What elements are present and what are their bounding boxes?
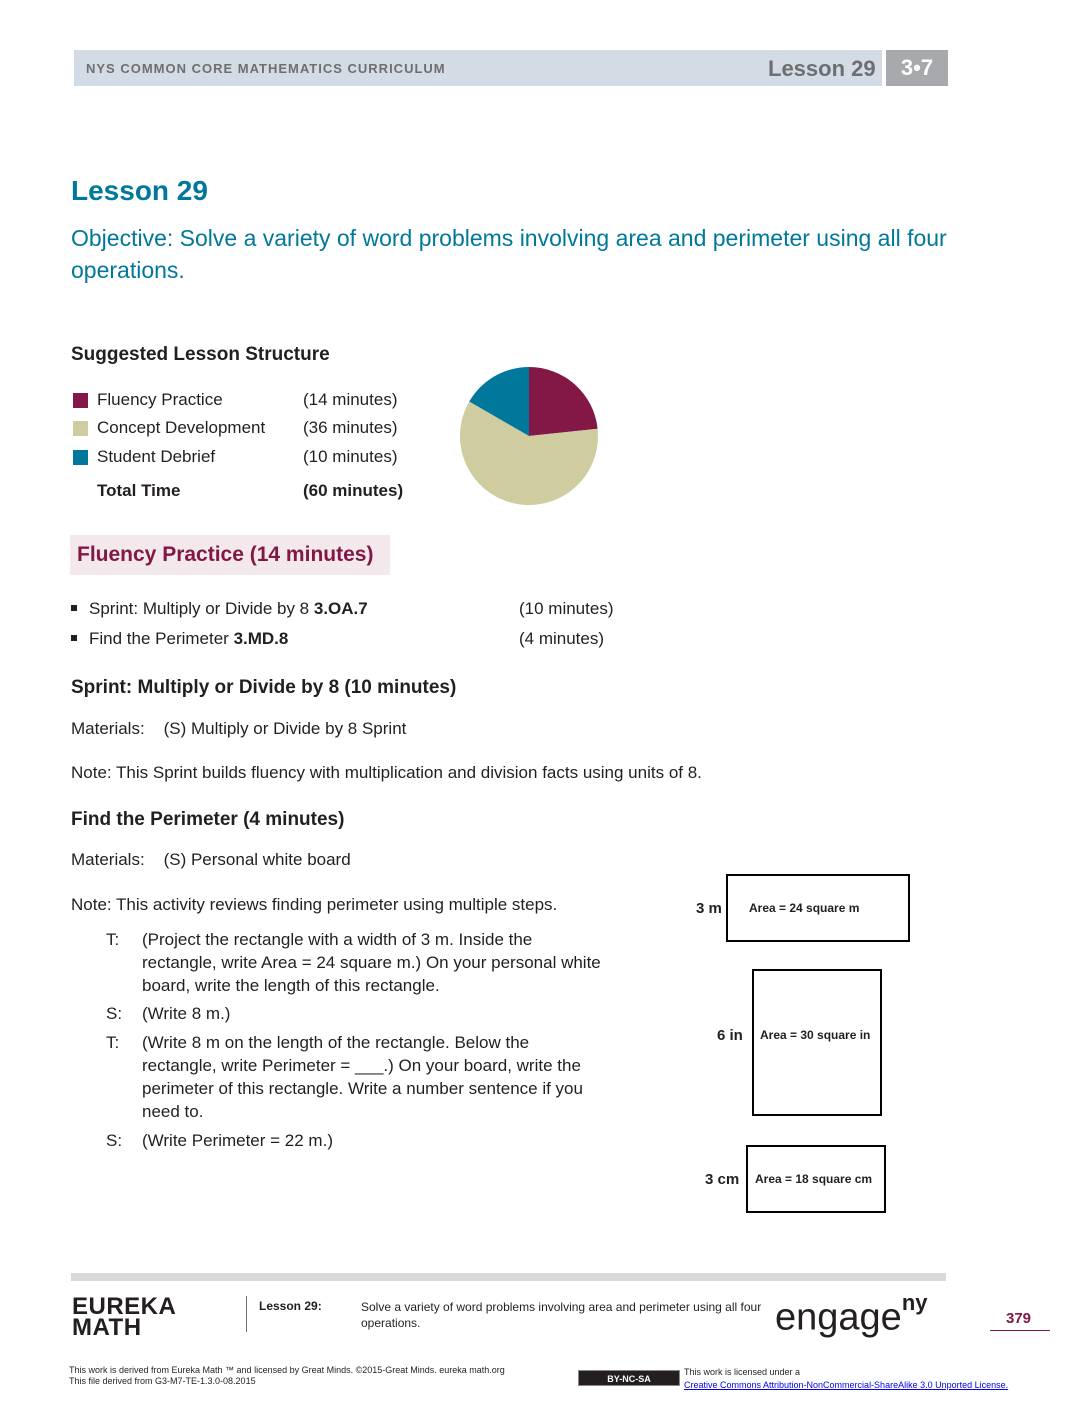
sprint-note: Note: This Sprint builds fluency with multiplication and division facts using units of 8. (71, 763, 702, 782)
bullet-text: Find the Perimeter (89, 629, 234, 648)
page-title: Lesson 29 (71, 175, 208, 206)
header-lesson: Lesson 29 (768, 56, 876, 81)
total-time: (60 minutes) (303, 481, 404, 500)
perimeter-note: Note: This activity reviews finding perimeter using multiple steps. (71, 895, 558, 914)
dialogue-text: (Write 8 m.) (142, 1004, 231, 1023)
dialogue-speaker: T: (106, 1033, 120, 1052)
sprint-heading: Sprint: Multiply or Divide by 8 (10 minutes) (71, 677, 457, 698)
rect-side-label: 3 m (696, 900, 722, 917)
dialogue-text: (Write Perimeter = 22 m.) (142, 1131, 333, 1150)
footer-lesson: Lesson 29: (259, 1299, 322, 1313)
dialogue-speaker: S: (106, 1004, 123, 1023)
bullet-text: Sprint: Multiply or Divide by 8 (89, 599, 314, 618)
rectangle-1 (726, 874, 910, 942)
license-link[interactable]: Creative Commons Attribution-NonCommercial-ShareAlike 3.0 Unported License. (684, 1380, 1009, 1390)
structure-name: Student Debrief (97, 447, 216, 466)
curriculum-title: NYS COMMON CORE MATHEMATICS CURRICULUM (86, 61, 446, 76)
structure-time: (14 minutes) (303, 390, 398, 409)
module-badge: 3•7 (886, 50, 948, 86)
dialogue-speaker: S: (106, 1131, 123, 1150)
fluency-heading: Fluency Practice (14 minutes) (77, 543, 374, 566)
bullet-icon (71, 605, 77, 611)
rect-area-label: Area = 30 square in (760, 1028, 871, 1042)
fluency-swatch (73, 393, 88, 408)
footer-objective: Solve a variety of word problems involving area and perimeter using all four operations. (361, 1300, 762, 1330)
structure-time: (10 minutes) (303, 447, 398, 466)
cc-license-badge[interactable]: BY-NC-SA (578, 1370, 680, 1386)
rect-area-label: Area = 18 square cm (755, 1172, 873, 1186)
footer-bar (71, 1273, 946, 1281)
dialogue-text: (Project the rectangle with a width of 3 m. Inside the rectangle, write Area = 24 square m.) On your personal white board, write the length of this rectangle. (142, 930, 601, 995)
credit-line-2: This file derived from G3-M7-TE-1.3.0-08.2015 (69, 1376, 256, 1386)
perimeter-heading: Find the Perimeter (4 minutes) (71, 809, 345, 830)
lesson-structure-pie-chart (458, 365, 600, 507)
objective: Objective: Solve a variety of word problems involving area and perimeter using all four operations. (71, 225, 947, 283)
bullet-standard: 3.OA.7 (313, 599, 368, 618)
rect-side-label: 3 cm (705, 1171, 740, 1188)
structure-name: Concept Development (97, 418, 266, 437)
eureka-math-logo: EUREKA MATH (72, 1293, 177, 1341)
rectangle-3 (746, 1145, 886, 1213)
bullet-time: (10 minutes) (519, 599, 614, 618)
credit-line-1: This work is derived from Eureka Math ™ and licensed by Great Minds. ©2015-Great Minds. eureka math.org (69, 1365, 505, 1375)
bullet-time: (4 minutes) (519, 629, 605, 648)
pie-slice-fluency-practice (529, 367, 598, 436)
rect-area-label: Area = 24 square m (749, 901, 860, 915)
bullet-standard: 3.MD.8 (233, 629, 289, 648)
fluency-bullet (71, 599, 614, 619)
lesson-structure-heading: Suggested Lesson Structure (71, 344, 330, 365)
fluency-bullet (71, 629, 605, 649)
rect-side-label: 6 in (717, 1027, 743, 1044)
dialogue-speaker: T: (106, 930, 120, 949)
bullet-icon (71, 635, 77, 641)
debrief-swatch (73, 450, 88, 465)
perimeter-materials: Materials: (S) Personal white board (71, 850, 351, 869)
total-label: Total Time (97, 481, 181, 500)
license-line-1: This work is licensed under a (684, 1367, 801, 1377)
concept-swatch (73, 421, 88, 436)
sprint-materials: Materials: (S) Multiply or Divide by 8 Sprint (71, 719, 407, 738)
structure-name: Fluency Practice (97, 390, 223, 409)
dialogue-text: (Write 8 m on the length of the rectangle. Below the rectangle, write Perimeter = ___.) On your board, write the perimeter of this rectangle. Write a number sentence if you need to. (142, 1033, 583, 1121)
page-number-underline (990, 1330, 1050, 1331)
footer-divider (246, 1296, 247, 1332)
page-number: 379 (1006, 1310, 1032, 1327)
rectangle-2 (752, 969, 882, 1116)
structure-time: (36 minutes) (303, 418, 398, 437)
engageny-logo: engage$^{ny}$ (775, 1290, 928, 1339)
